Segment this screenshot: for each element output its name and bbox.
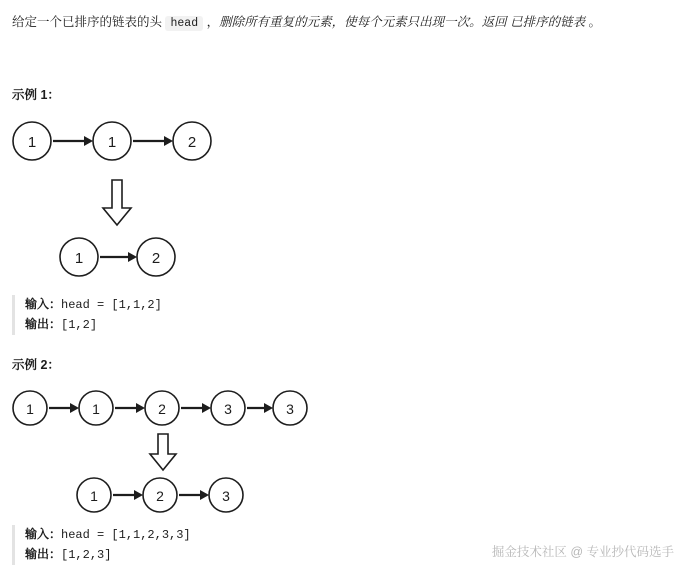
node-label: 2 [158, 401, 166, 417]
statement-part-5: 。 [585, 15, 602, 29]
node-label: 3 [222, 488, 230, 504]
example-2-title: 示例 2： [12, 358, 60, 372]
statement-part-3: 删除所有重复的元素，使每个元素只出现一次。返回 [219, 15, 511, 29]
example-1-output-line [25, 315, 162, 335]
node-label: 3 [224, 401, 232, 417]
node-label: 1 [26, 401, 34, 417]
node-label: 1 [74, 250, 84, 267]
example-2-diagram [4, 378, 344, 528]
output-value: [1,2] [61, 318, 98, 332]
output-label: 输出： [25, 547, 62, 561]
output-label: 输出： [25, 317, 62, 331]
problem-statement [12, 12, 672, 34]
example-1-title: 示例 1： [12, 88, 60, 102]
node-label: 1 [92, 401, 100, 417]
output-value: [1,2,3] [61, 548, 112, 562]
node-label: 1 [27, 134, 37, 151]
node-label: 2 [187, 134, 197, 151]
example-1-diagram [4, 105, 324, 295]
node-label: 2 [151, 250, 161, 267]
example-1-io [12, 295, 162, 335]
example-2-input-line [25, 525, 191, 545]
example-2-output-line [25, 545, 191, 565]
example-2-io [12, 525, 191, 565]
input-label: 输入： [25, 527, 62, 541]
input-value: head = [1,1,2] [61, 298, 162, 312]
statement-part-2: ， [203, 15, 220, 29]
head-code-chip: head [165, 16, 203, 31]
node-label: 1 [90, 488, 98, 504]
input-value: head = [1,1,2,3,3] [61, 528, 191, 542]
statement-part-1: 给定一个已排序的链表的头 [12, 15, 166, 29]
node-label: 2 [156, 488, 164, 504]
input-label: 输入： [25, 297, 62, 311]
watermark: 掘金技术社区 @ 专业抄代码选手 [491, 545, 674, 559]
node-label: 1 [107, 134, 117, 151]
statement-part-4: 已排序的链表 [510, 15, 586, 29]
example-1-input-line [25, 295, 162, 315]
node-label: 3 [286, 401, 294, 417]
